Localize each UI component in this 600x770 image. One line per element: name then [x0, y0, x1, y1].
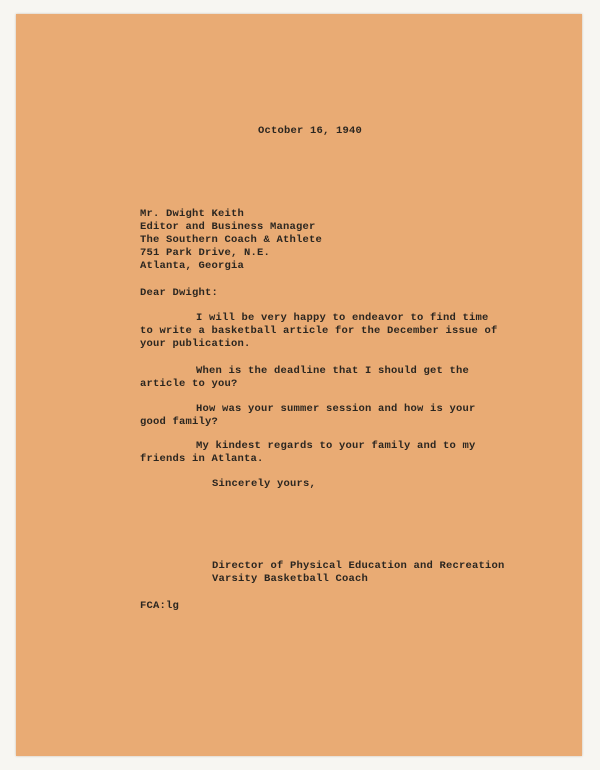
signature-title-line-1: Director of Physical Education and Recreation: [212, 560, 505, 572]
closing: Sincerely yours,: [212, 478, 317, 490]
paragraph-4-line-1: My kindest regards to your family and to my: [196, 440, 476, 452]
recipient-street: 751 Park Drive, N.E.: [140, 247, 271, 259]
letter-page: [16, 14, 582, 756]
recipient-name: Mr. Dwight Keith: [140, 208, 245, 220]
letter-date: October 16, 1940: [258, 125, 363, 137]
paragraph-3-line-2: good family?: [140, 416, 219, 428]
reference-initials: FCA:lg: [140, 600, 180, 612]
salutation: Dear Dwight:: [140, 287, 219, 299]
paragraph-4-line-2: friends in Atlanta.: [140, 453, 264, 465]
signature-title-line-2: Varsity Basketball Coach: [212, 573, 369, 585]
paragraph-1-line-1: I will be very happy to endeavor to find time: [196, 312, 489, 324]
paragraph-3-line-1: How was your summer session and how is your: [196, 403, 476, 415]
recipient-organization: The Southern Coach & Athlete: [140, 234, 323, 246]
paragraph-1-line-3: your publication.: [140, 338, 251, 350]
paragraph-2-line-1: When is the deadline that I should get the: [196, 365, 470, 377]
recipient-city: Atlanta, Georgia: [140, 260, 245, 272]
paragraph-1-line-2: to write a basketball article for the December issue of: [140, 325, 498, 337]
recipient-title: Editor and Business Manager: [140, 221, 316, 233]
paragraph-2-line-2: article to you?: [140, 378, 238, 390]
